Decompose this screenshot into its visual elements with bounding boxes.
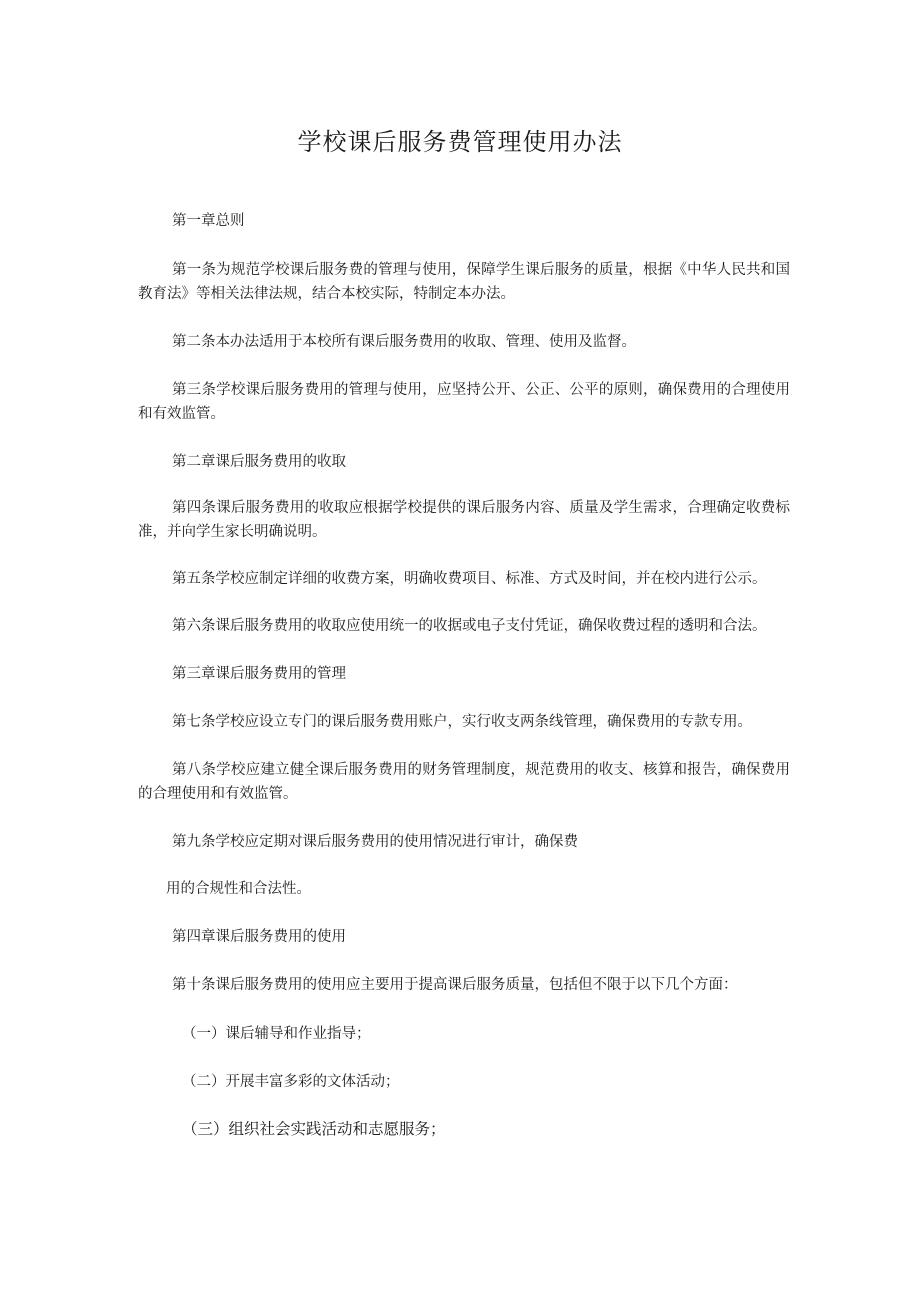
article-paragraph: 第八条学校应建立健全课后服务费用的财务管理制度，规范费用的收支、核算和报告，确保费用的合理使用和有效监管。 (138, 762, 790, 802)
list-item: （一）课后辅导和作业指导； (182, 1026, 371, 1042)
chapter-heading: 第四章课后服务费用的使用 (172, 929, 346, 945)
article-paragraph: 第六条课后服务费用的收取应使用统一的收据或电子支付凭证，确保收费过程的透明和合法。 (172, 618, 767, 634)
article-paragraph: 第二条本办法适用于本校所有课后服务费用的收取、管理、使用及监督。 (172, 334, 636, 350)
list-item: （二）开展丰富多彩的文体活动； (182, 1074, 400, 1090)
list-item: （三）组织社会实践活动和志愿服务； (182, 1120, 446, 1138)
article-paragraph: 第五条学校应制定详细的收费方案，明确收费项目、标准、方式及时间，并在校内进行公示。 (172, 571, 767, 587)
article-paragraph: 第一条为规范学校课后服务费的管理与使用，保障学生课后服务的质量，根据《中华人民共和国教育法》等相关法律法规，结合本校实际，特制定本办法。 (138, 262, 790, 302)
article-paragraph-continuation: 用的合规性和合法性。 (166, 881, 311, 897)
article-paragraph: 第九条学校应定期对课后服务费用的使用情况进行审计，确保费 (172, 834, 578, 850)
chapter-heading: 第三章课后服务费用的管理 (172, 666, 346, 682)
article-paragraph: 第十条课后服务费用的使用应主要用于提高课后服务质量，包括但不限于以下几个方面： (172, 977, 738, 993)
article-paragraph: 第七条学校应设立专门的课后服务费用账户，实行收支两条线管理，确保费用的专款专用。 (172, 714, 752, 730)
document-title: 学校课后服务费管理使用办法 (297, 128, 623, 156)
chapter-heading: 第一章总则 (172, 213, 245, 229)
article-paragraph: 第三条学校课后服务费用的管理与使用，应坚持公开、公正、公平的原则，确保费用的合理使用和有效监管。 (138, 382, 790, 422)
article-paragraph: 第四条课后服务费用的收取应根据学校提供的课后服务内容、质量及学生需求，合理确定收费标准，并向学生家长明确说明。 (138, 500, 790, 540)
chapter-heading: 第二章课后服务费用的收取 (172, 454, 346, 470)
